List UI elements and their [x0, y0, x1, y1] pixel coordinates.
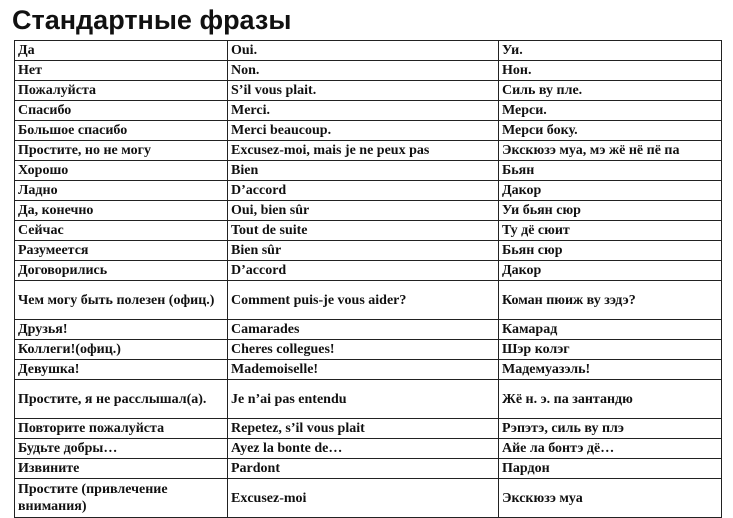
transcription-cell: Бьян — [499, 161, 722, 181]
transcription-cell: Мерси. — [499, 101, 722, 121]
table-row — [15, 61, 722, 81]
russian-cell: Хорошо — [15, 161, 228, 181]
russian-cell: Простите (привлечение внимания) — [15, 479, 228, 518]
french-cell: Ayez la bonte de… — [228, 439, 499, 459]
page-title: Стандартные фразы — [12, 5, 292, 35]
french-cell: Excusez-moi — [228, 479, 499, 518]
french-cell: Camarades — [228, 320, 499, 340]
russian-cell: Будьте добры… — [15, 439, 228, 459]
french-cell: Mademoiselle! — [228, 360, 499, 380]
russian-cell: Девушка! — [15, 360, 228, 380]
russian-cell: Простите, но не могу — [15, 141, 228, 161]
transcription-cell: Ту дё сюит — [499, 221, 722, 241]
french-cell: D’accord — [228, 261, 499, 281]
french-cell: Merci. — [228, 101, 499, 121]
russian-cell: Друзья! — [15, 320, 228, 340]
transcription-cell: Уи бьян сюр — [499, 201, 722, 221]
french-cell: Repetez, s’il vous plait — [228, 419, 499, 439]
table-row — [15, 360, 722, 380]
transcription-cell: Жё н. э. па зантандю — [499, 380, 722, 419]
transcription-cell: Пардон — [499, 459, 722, 479]
french-cell: Bien — [228, 161, 499, 181]
russian-cell: Да — [15, 41, 228, 61]
transcription-cell: Экскюзэ муа — [499, 479, 722, 518]
french-cell: Excusez-moi, mais je ne peux pas — [228, 141, 499, 161]
table-row — [15, 221, 722, 241]
russian-cell: Нет — [15, 61, 228, 81]
russian-cell: Сейчас — [15, 221, 228, 241]
transcription-cell: Нон. — [499, 61, 722, 81]
table-row — [15, 380, 722, 419]
french-cell: Pardont — [228, 459, 499, 479]
transcription-cell: Айе ла бонтэ дё… — [499, 439, 722, 459]
table-row — [15, 101, 722, 121]
transcription-cell: Силь ву пле. — [499, 81, 722, 101]
russian-cell: Большое спасибо — [15, 121, 228, 141]
transcription-cell: Мадемуазэль! — [499, 360, 722, 380]
table-row — [15, 320, 722, 340]
russian-cell: Повторите пожалуйста — [15, 419, 228, 439]
table-row — [15, 81, 722, 101]
table-row — [15, 161, 722, 181]
russian-cell: Разумеется — [15, 241, 228, 261]
transcription-cell: Рэпэтэ, силь ву плэ — [499, 419, 722, 439]
french-cell: Cheres collegues! — [228, 340, 499, 360]
table-row — [15, 340, 722, 360]
table-row — [15, 479, 722, 518]
french-cell: Comment puis-je vous aider? — [228, 281, 499, 320]
russian-cell: Да, конечно — [15, 201, 228, 221]
french-cell: S’il vous plait. — [228, 81, 499, 101]
table-row — [15, 459, 722, 479]
russian-cell: Чем могу быть полезен (офиц.) — [15, 281, 228, 320]
french-cell: Non. — [228, 61, 499, 81]
transcription-cell: Мерси боку. — [499, 121, 722, 141]
russian-cell: Извините — [15, 459, 228, 479]
russian-cell: Простите, я не расслышал(а). — [15, 380, 228, 419]
french-cell: D’accord — [228, 181, 499, 201]
transcription-cell: Уи. — [499, 41, 722, 61]
table-row — [15, 439, 722, 459]
transcription-cell: Коман пюиж ву зэдэ? — [499, 281, 722, 320]
russian-cell: Договорились — [15, 261, 228, 281]
table-row — [15, 141, 722, 161]
transcription-cell: Шэр колэг — [499, 340, 722, 360]
table-row — [15, 181, 722, 201]
french-cell: Oui. — [228, 41, 499, 61]
table-row — [15, 201, 722, 221]
french-cell: Merci beaucoup. — [228, 121, 499, 141]
transcription-cell: Дакор — [499, 181, 722, 201]
french-cell: Oui, bien sûr — [228, 201, 499, 221]
russian-cell: Пожалуйста — [15, 81, 228, 101]
russian-cell: Коллеги!(офиц.) — [15, 340, 228, 360]
phrases-table — [14, 40, 722, 518]
russian-cell: Ладно — [15, 181, 228, 201]
french-cell: Tout de suite — [228, 221, 499, 241]
table-row — [15, 419, 722, 439]
french-cell: Bien sûr — [228, 241, 499, 261]
french-cell: Je n’ai pas entendu — [228, 380, 499, 419]
table-row — [15, 121, 722, 141]
table-row — [15, 41, 722, 61]
table-row — [15, 241, 722, 261]
transcription-cell: Дакор — [499, 261, 722, 281]
transcription-cell: Камарад — [499, 320, 722, 340]
transcription-cell: Бьян сюр — [499, 241, 722, 261]
table-row — [15, 261, 722, 281]
table-row — [15, 281, 722, 320]
transcription-cell: Экскюзэ муа, мэ жё нё пё па — [499, 141, 722, 161]
russian-cell: Спасибо — [15, 101, 228, 121]
